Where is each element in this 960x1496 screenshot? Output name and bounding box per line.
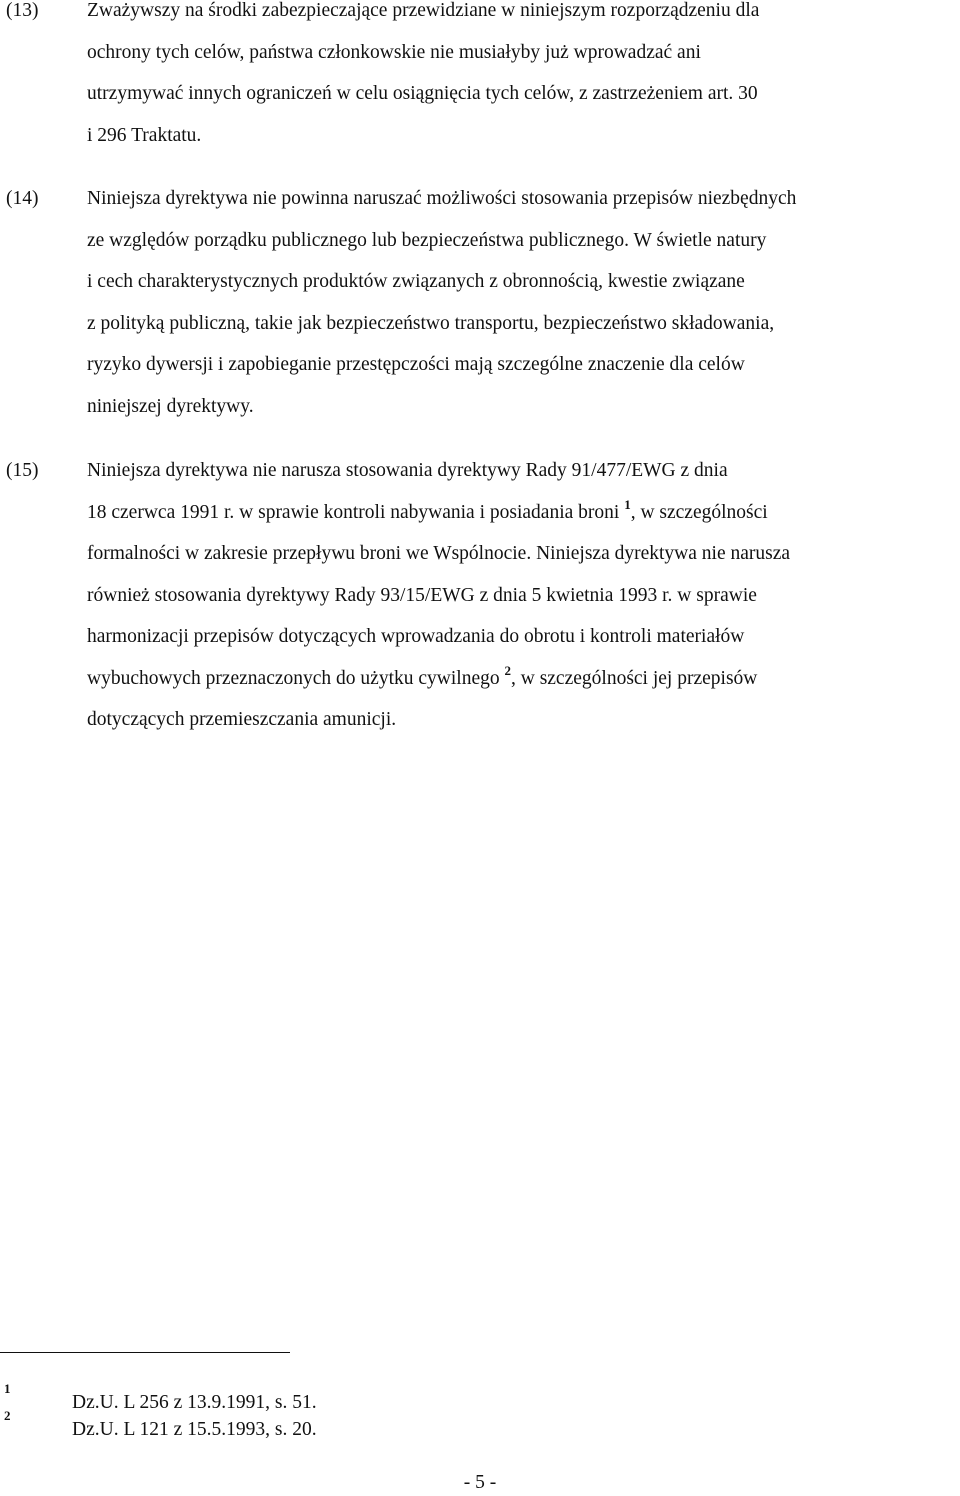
text-line: Zważywszy na środki zabezpieczające przewidziane w niniejszym rozporządzeniu dla — [87, 0, 760, 21]
text-line — [87, 492, 957, 534]
text-line: utrzymywać innych ograniczeń w celu osiągnięcia tych celów, z zastrzeżeniem art. 30 — [87, 83, 758, 104]
text-line: niniejszej dyrektywy. — [87, 395, 254, 417]
recital-text — [87, 178, 957, 427]
footnote-separator — [0, 1352, 290, 1353]
footnote-reference: 1 — [624, 497, 631, 512]
text-fragment: , w szczególności — [630, 501, 768, 523]
recital-text — [87, 0, 957, 156]
text-line: z polityką publiczną, takie jak bezpieczeństwo transportu, bezpieczeństwo składowania, — [87, 312, 775, 334]
text-line: ochrony tych celów, państwa członkowskie nie musiałyby już wprowadzać ani — [87, 41, 701, 63]
footnote-text: Dz.U. L 256 z 13.9.1991, s. 51. — [72, 1392, 317, 1413]
text-line: i 296 Traktatu. — [87, 124, 202, 146]
text-line — [87, 658, 957, 700]
text-fragment: 18 czerwca 1991 r. w sprawie kontroli nabywania i posiadania broni — [87, 501, 620, 523]
footnote-reference: 2 — [504, 663, 511, 678]
text-line: ze względów porządku publicznego lub bezpieczeństwa publicznego. W świetle natury — [87, 229, 767, 251]
footnote-text: Dz.U. L 121 z 15.5.1993, s. 20. — [72, 1419, 317, 1440]
text-line: formalności w zakresie przepływu broni we Wspólnocie. Niniejsza dyrektywa nie narusza — [87, 543, 791, 564]
recital-text — [87, 450, 957, 741]
footnote-mark: 1 — [4, 1381, 11, 1396]
footnote-2 — [0, 1408, 960, 1443]
text-line: Niniejsza dyrektywa nie powinna naruszać możliwości stosowania przepisów niezbędnych — [87, 188, 797, 209]
text-line: dotyczących przemieszczania amunicji. — [87, 709, 397, 730]
text-fragment: , w szczególności jej przepisów — [510, 667, 758, 689]
text-line: również stosowania dyrektywy Rady 93/15/EWG z dnia 5 kwietnia 1993 r. w sprawie — [87, 584, 757, 606]
page-number: - 5 - — [463, 1472, 497, 1493]
recital-number: (13) — [6, 0, 39, 21]
text-line: harmonizacji przepisów dotyczących wprowadzania do obrotu i kontroli materiałów — [87, 626, 745, 647]
recital-number: (15) — [6, 460, 39, 481]
recital-number: (14) — [6, 188, 39, 209]
text-line: ryzyko dywersji i zapobieganie przestępczości mają szczególne znaczenie dla celów — [87, 354, 745, 375]
text-line: i cech charakterystycznych produktów związanych z obronnością, kwestie związane — [87, 271, 745, 292]
text-line: Niniejsza dyrektywa nie narusza stosowania dyrektywy Rady 91/477/EWG z dnia — [87, 460, 728, 481]
footnote-mark: 2 — [4, 1408, 11, 1423]
footnote-1 — [0, 1381, 960, 1416]
text-fragment: wybuchowych przeznaczonych do użytku cywilnego — [87, 667, 500, 689]
